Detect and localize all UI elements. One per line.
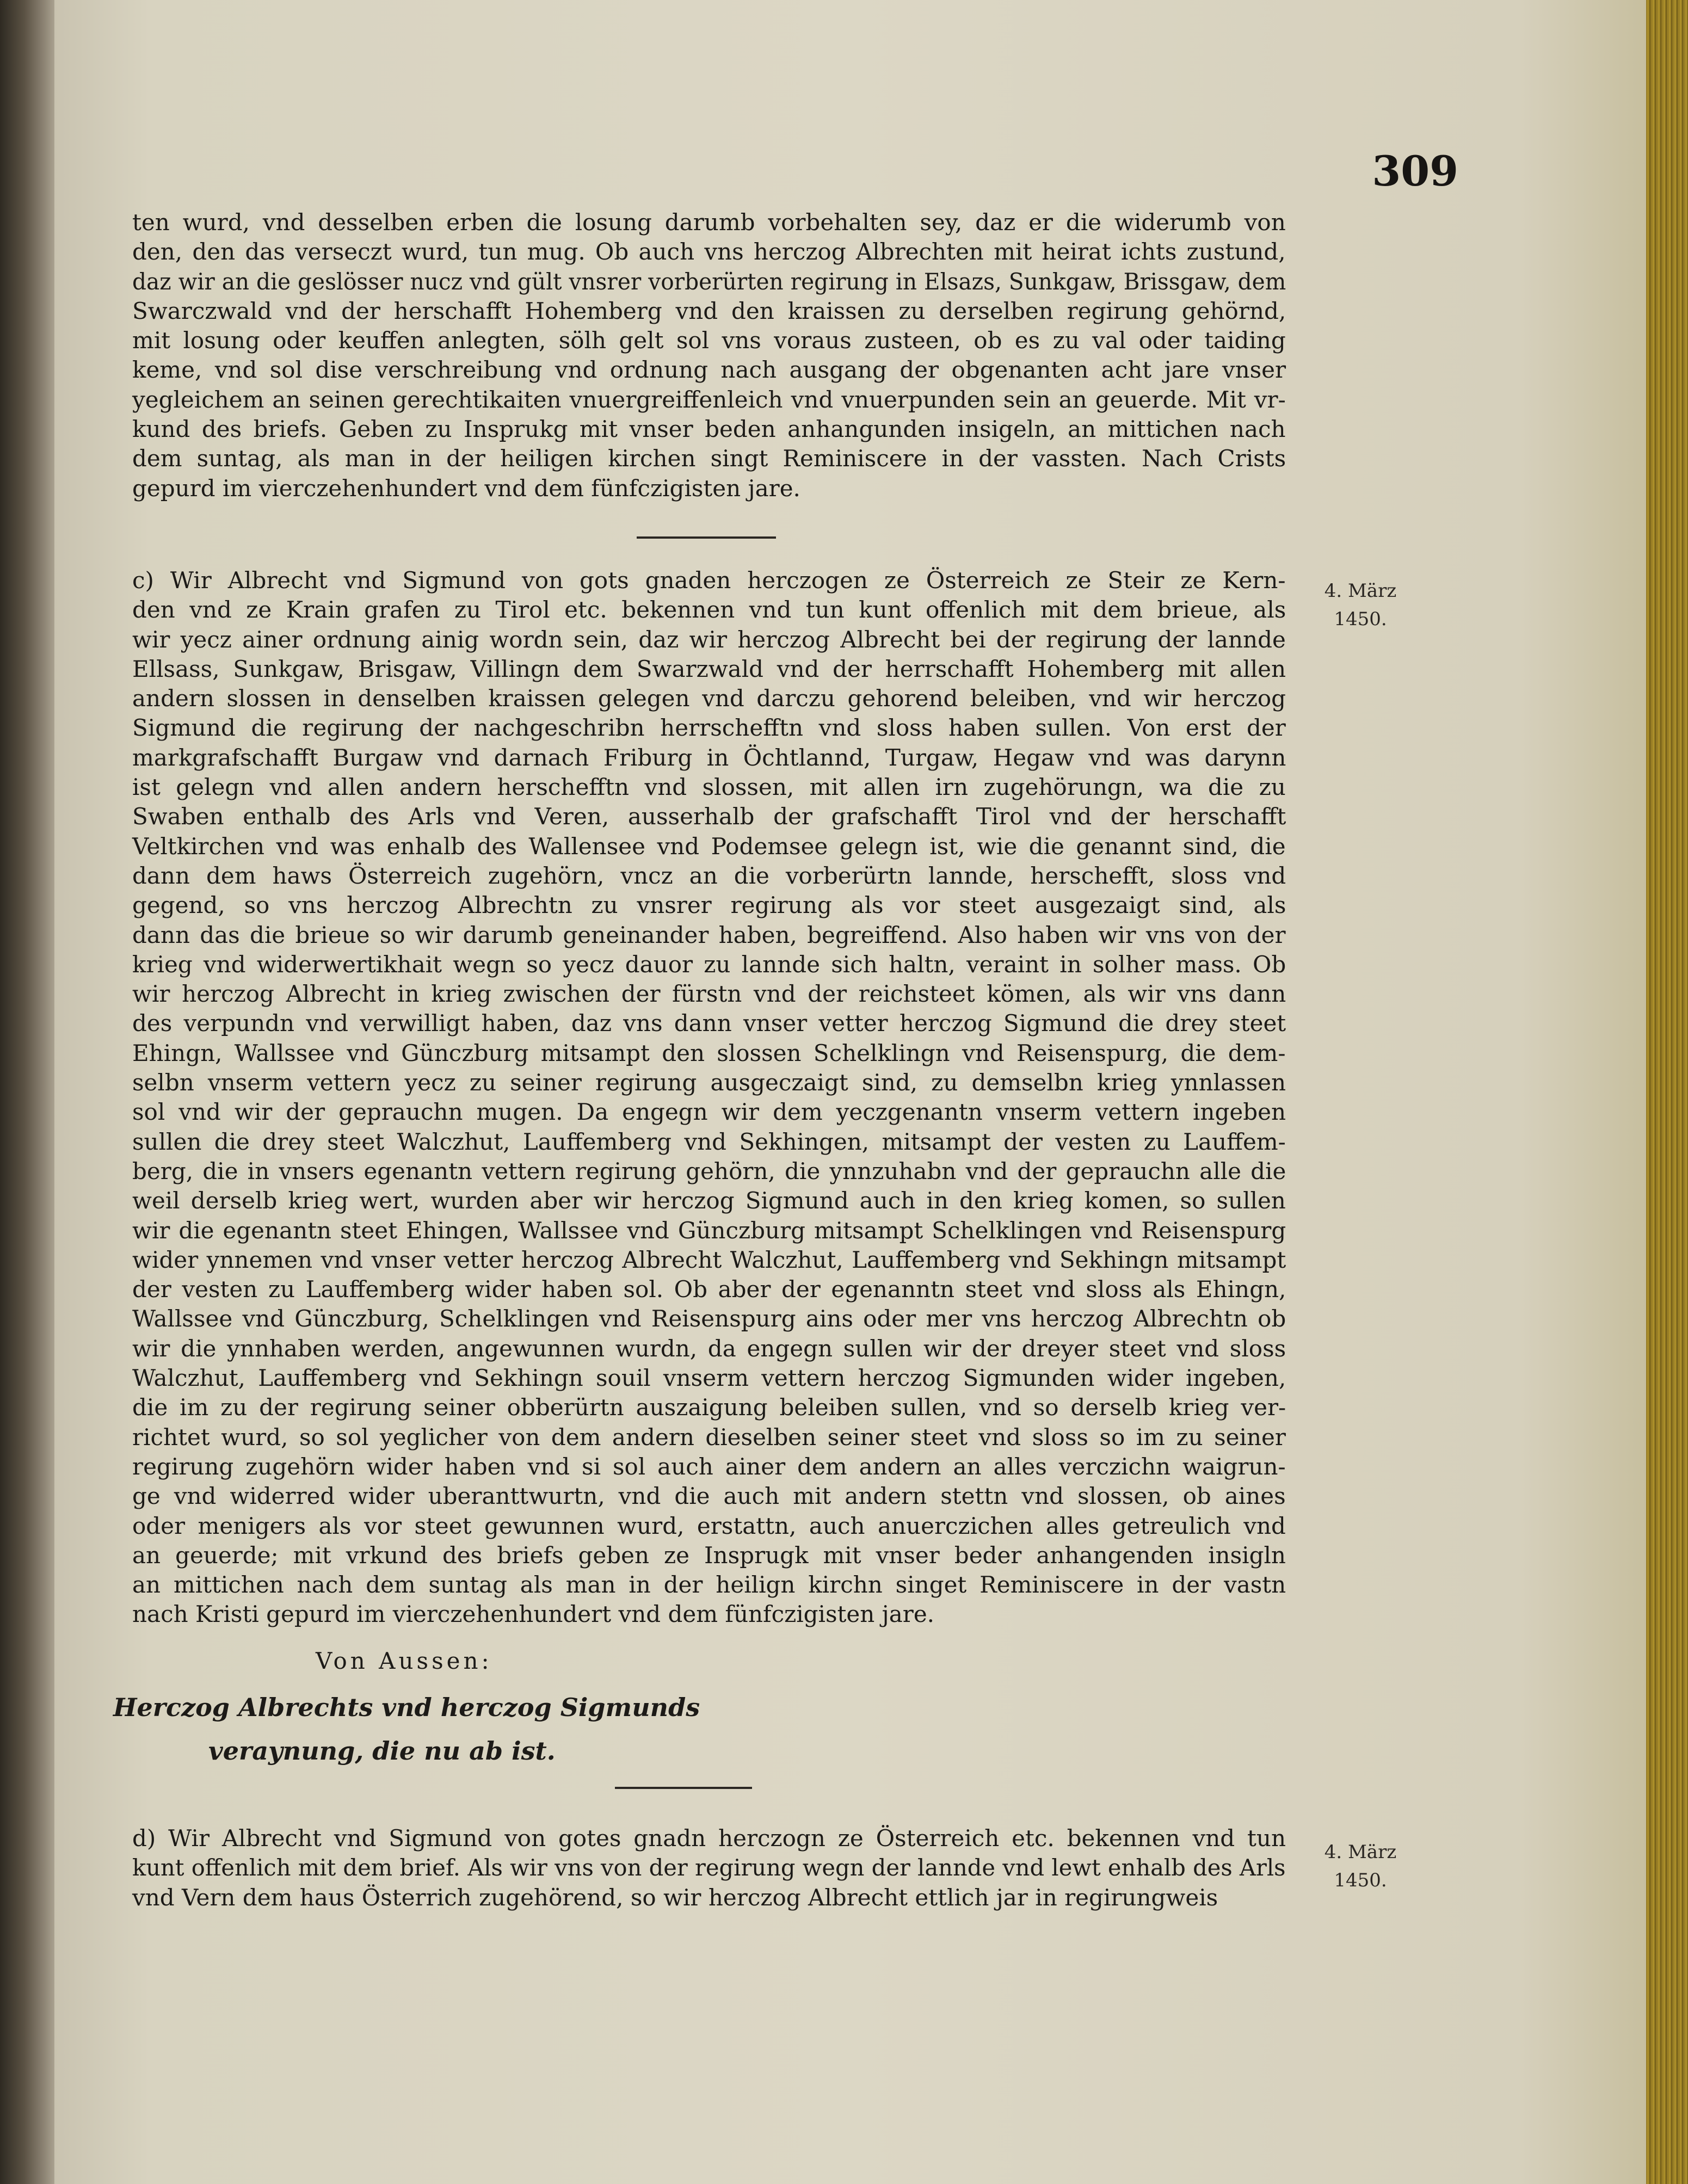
text-line: dann das die brieue so wir darumb geneinander haben, begreiffend. Also haben wir vns von der [132, 921, 1286, 948]
text-line: kund des briefs. Geben zu Insprukg mit vnser beden anhangunden insigeln, an mittichen nach [132, 416, 1286, 443]
text-line: kunt offenlich mit dem brief. Als wir vns von der regirung wegn der lannde vnd lewt enhalb des Arls [132, 1854, 1286, 1881]
text-line: mit losung oder keuffen anlegten, sölh gelt sol vns voraus zusteen, ob es zu val oder taiding [132, 327, 1286, 354]
text-line: weil derselb krieg wert, wurden aber wir herczog Sigmund auch in den krieg komen, so sullen [132, 1187, 1286, 1214]
text-line: vnd Vern dem haus Österrich zugehörend, so wir herczog Albrecht ettlich jar in regirungweis [132, 1884, 1218, 1911]
binding-gutter [0, 0, 60, 2184]
text-line: gepurd im vierczehenhundert vnd dem fünfczigisten jare. [132, 474, 800, 502]
text-line: Walczhut, Lauffemberg vnd Sekhingn souil vnserm vettern herczog Sigmunden wider ingeben, [132, 1365, 1286, 1392]
text-line: Sigmund die regirung der nachgeschribn herrschefftn vnd sloss haben sullen. Von erst der [132, 714, 1286, 742]
text-line: dem suntag, als man in der heiligen kirchen singt Reminiscere in der vassten. Nach Crists [132, 445, 1286, 472]
text-line: wir die ynnhaben werden, angewunnen wurdn, da engegn sullen wir der dreyer steet vnd sloss [132, 1335, 1286, 1362]
margin-date-c-day: 4. März [1324, 580, 1397, 602]
text-line: gegend, so vns herczog Albrechtn zu vnsrer regirung als vor steet ausgezaigt sind, als [132, 892, 1286, 919]
margin-date-c [1301, 577, 1420, 633]
text-line: Swaben enthalb des Arls vnd Veren, ausserhalb der grafschafft Tirol vnd der herschafft [132, 803, 1286, 830]
text-line: an mittichen nach dem suntag als man in der heilign kirchn singet Reminiscere in der vastn [132, 1571, 1286, 1599]
text-line: dann dem haws Österreich zugehörn, vncz an die vorberürtn lannde, herschefft, sloss vnd [132, 862, 1286, 889]
text-line: keme, vnd sol dise verschreibung vnd ordnung nach ausgang der obgenanten acht jare vnser [132, 356, 1286, 384]
endorsement-line-2: veraynung, die nu ab ist. [208, 1736, 556, 1766]
text-line: markgrafschafft Burgaw vnd darnach Friburg in Öchtlannd, Turgaw, Hegaw vnd was darynn [132, 744, 1286, 771]
text-line: wir yecz ainer ordnung ainig wordn sein, daz wir herczog Albrecht bei der regirung der lannde [132, 626, 1286, 653]
text-line: regirung zugehörn wider haben vnd si sol auch ainer dem andern an alles verczichn waigrun- [132, 1453, 1286, 1480]
text-line: des verpundn vnd verwilligt haben, daz vns dann vnser vetter herczog Sigmund die drey steet [132, 1010, 1286, 1037]
text-line: yegleichem an seinen gerechtikaiten vnuergreiffenleich vnd vnuerpunden sein an geuerde. Mit vr- [132, 386, 1286, 413]
text-line: andern slossen in denselben kraissen gelegen vnd darczu gehorend beleiben, vnd wir herczog [132, 685, 1286, 712]
endorsement-heading: Von Aussen: [316, 1648, 492, 1674]
endorsement-line-1: Herczog Albrechts vnd herczog Sigmunds [113, 1693, 700, 1722]
endorsement-text [113, 1686, 821, 1773]
section-divider-2 [615, 1787, 752, 1789]
page-number: 309 [1372, 147, 1458, 195]
text-line: selbn vnserm vettern yecz zu seiner regirung ausgeczaigt sind, zu demselbn krieg ynnlassen [132, 1069, 1286, 1096]
text-line: sol vnd wir der geprauchn mugen. Da engegn wir dem yeczgenantn vnserm vettern ingeben [132, 1099, 1286, 1126]
text-line: krieg vnd widerwertikhait wegn so yecz dauor zu lannde sich haltn, veraint in solher mass. Ob [132, 951, 1286, 978]
text-line: Ellsass, Sunkgaw, Brisgaw, Villingn dem Swarzwald vnd der herrschafft Hohemberg mit allen [132, 655, 1286, 682]
text-line: der vesten zu Lauffemberg wider haben sol. Ob aber der egenanntn steet vnd sloss als Ehingn, [132, 1276, 1286, 1303]
document-paragraph-c [132, 566, 1286, 1630]
text-line: Ehingn, Wallssee vnd Günczburg mitsampt den slossen Schelklingn vnd Reisenspurg, die dem- [132, 1039, 1286, 1066]
text-line: oder menigers als vor steet gewunnen wurd, erstattn, auch anuerczichen alles getreulich vnd [132, 1512, 1286, 1539]
text-line: Wallssee vnd Günczburg, Schelklingen vnd Reisenspurg ains oder mer vns herczog Albrechtn ob [132, 1305, 1286, 1332]
text-line: die im zu der regirung seiner obberürtn auszaigung beleiben sullen, vnd so derselb krieg ver- [132, 1394, 1286, 1421]
text-line: den vnd ze Krain grafen zu Tirol etc. bekennen vnd tun kunt offenlich mit dem brieue, als [132, 596, 1286, 624]
text-line: nach Kristi gepurd im vierczehenhundert vnd dem fünfczigisten jare. [132, 1601, 935, 1628]
text-line: an geuerde; mit vrkund des briefs geben ze Insprugk mit vnser beder anhangenden insigln [132, 1541, 1286, 1569]
text-line: Veltkirchen vnd was enhalb des Wallensee vnd Podemsee gelegn ist, wie die genannt sind, die [132, 832, 1286, 860]
text-line: berg, die in vnsers egenantn vettern regirung gehörn, die ynnzuhabn vnd der geprauchn alle die [132, 1157, 1286, 1184]
text-line: d) Wir Albrecht vnd Sigmund von gotes gnadn herczogn ze Österreich etc. bekennen vnd tun [132, 1825, 1286, 1852]
document-paragraph-continuation [132, 208, 1286, 503]
text-line: sullen die drey steet Walczhut, Lauffemberg vnd Sekhingen, mitsampt der vesten zu Lauffem- [132, 1128, 1286, 1155]
text-line: Swarczwald vnd der herschafft Hohemberg vnd den kraissen zu derselben regirung gehörnd, [132, 297, 1286, 324]
text-line: daz wir an die geslösser nucz vnd gült vnsrer vorberürten regirung in Elsazs, Sunkgaw, Brissgaw, dem [132, 268, 1286, 295]
gilt-page-edge [1646, 0, 1688, 2184]
margin-date-d-year: 1450. [1334, 1870, 1387, 1891]
text-line: wider ynnemen vnd vnser vetter herczog Albrecht Walczhut, Lauffemberg vnd Sekhingn mitsampt [132, 1246, 1286, 1273]
text-line: wir die egenantn steet Ehingen, Wallssee vnd Günczburg mitsampt Schelklingen vnd Reisenspurg [132, 1217, 1286, 1244]
text-line: ist gelegn vnd allen andern herschefftn vnd slossen, mit allen irn zugehörungn, wa die zu [132, 774, 1286, 801]
margin-date-d [1301, 1838, 1420, 1895]
margin-date-c-year: 1450. [1334, 608, 1387, 630]
text-line: richtet wurd, so sol yeglicher von dem andern dieselben seiner steet vnd sloss so im zu seiner [132, 1423, 1286, 1451]
text-line: ge vnd widerred wider uberanttwurtn, vnd die auch mit andern stettn vnd slossen, ob aines [132, 1483, 1286, 1510]
text-line: wir herczog Albrecht in krieg zwischen der fürstn vnd der reichsteet kömen, als wir vns dann [132, 980, 1286, 1008]
document-paragraph-d [132, 1824, 1286, 1912]
section-divider [637, 536, 776, 539]
text-line: ten wurd, vnd desselben erben die losung darumb vorbehalten sey, daz er die widerumb von [132, 209, 1286, 236]
margin-date-d-day: 4. März [1324, 1841, 1397, 1863]
text-line: c) Wir Albrecht vnd Sigmund von gots gnaden herczogen ze Österreich ze Steir ze Kern- [132, 567, 1286, 594]
text-line: den, den das verseczt wurd, tun mug. Ob auch vns herczog Albrechten mit heirat ichts zustund, [132, 238, 1286, 266]
